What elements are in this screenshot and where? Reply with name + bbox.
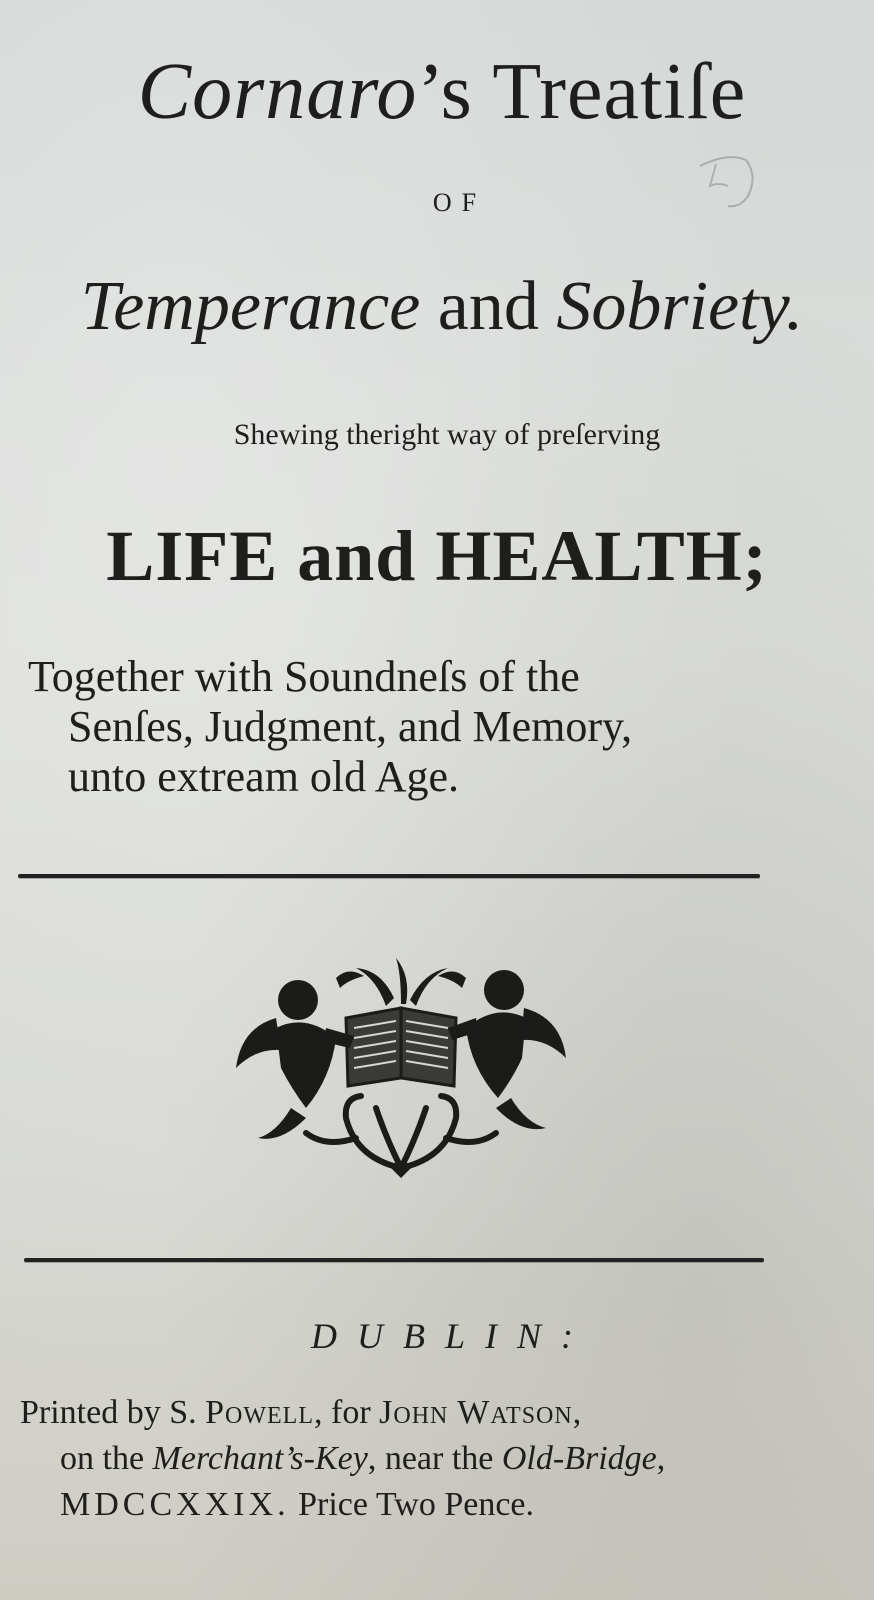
cherubs-with-open-book-ornament-icon [236, 958, 566, 1178]
shewing-line: Shewing theright way of preſerving [233, 418, 661, 451]
subject-and: and [437, 268, 539, 345]
together-line-3: unto extream old Age. [68, 752, 460, 801]
imprint [20, 1390, 860, 1528]
place-of-publication: DUBLIN: [311, 1316, 593, 1356]
imprint-comma-1: , [572, 1394, 582, 1431]
imprint-comma-2: , [656, 1440, 666, 1477]
together-line-1: Together with Soundneſs of the [28, 652, 580, 701]
imprint-near-the: , near the [367, 1440, 502, 1477]
imprint-line-1 [20, 1390, 860, 1436]
subject-title [0, 268, 874, 345]
life-health-heading: LIFE and HEALTH; [106, 516, 768, 596]
imprint-location: Merchant’s-Key [152, 1440, 368, 1477]
title-word: Treatiſe [492, 48, 747, 136]
together-paragraph [28, 652, 778, 802]
subject-temperance: Temperance [80, 268, 421, 345]
together-line-2: Senſes, Judgment, and Memory, [68, 702, 633, 751]
title-possessive: ’s [417, 48, 473, 136]
upper-rule [18, 874, 760, 878]
imprint-for: , for [314, 1394, 380, 1431]
imprint-line-3 [20, 1482, 860, 1528]
imprint-publisher: John Watson [379, 1394, 573, 1431]
imprint-printed-by: Printed by S. [20, 1394, 206, 1431]
imprint-price: Price Two Pence. [298, 1486, 534, 1523]
lower-rule [24, 1258, 764, 1262]
subject-sobriety: Sobriety. [556, 268, 804, 345]
imprint-line-2 [20, 1436, 860, 1482]
title [0, 48, 874, 136]
imprint-on-the: on the [60, 1440, 153, 1477]
imprint-date: MDCCXXIX. [60, 1486, 290, 1523]
of-word: OF [432, 188, 487, 217]
imprint-printer: Powell [205, 1394, 314, 1431]
title-author: Cornaro [137, 48, 418, 136]
imprint-bridge: Old-Bridge [501, 1440, 657, 1477]
